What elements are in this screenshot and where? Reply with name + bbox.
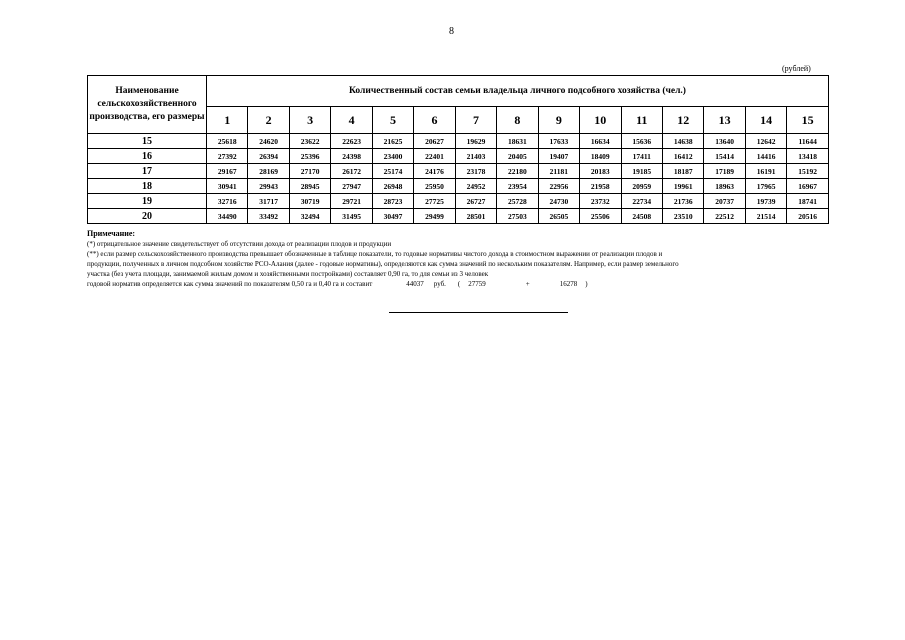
table-cell: 23400: [372, 149, 413, 164]
row-size-label: 18: [88, 179, 207, 194]
table-cell: 26394: [248, 149, 289, 164]
table-cell: 24620: [248, 134, 289, 149]
table-cell: 22956: [538, 179, 579, 194]
table-cell: 30497: [372, 209, 413, 224]
table-cell: 22734: [621, 194, 662, 209]
table-cell: 23622: [289, 134, 330, 149]
table-cell: 27392: [207, 149, 248, 164]
table-cell: 15414: [704, 149, 745, 164]
table-cell: 18963: [704, 179, 745, 194]
table-cell: 23178: [455, 164, 496, 179]
column-number-header: 11: [621, 107, 662, 134]
table-cell: 24952: [455, 179, 496, 194]
table-row: [88, 209, 829, 224]
separator-line: [389, 312, 568, 313]
table-cell: 19739: [745, 194, 786, 209]
table-cell: 27947: [331, 179, 372, 194]
row-size-label: 15: [88, 134, 207, 149]
table-cell: 24398: [331, 149, 372, 164]
table-cell: 32494: [289, 209, 330, 224]
table-cell: 25728: [497, 194, 538, 209]
notes-title: Примечание:: [87, 229, 136, 238]
currency-note: (рублей): [782, 64, 811, 73]
table-cell: 11644: [787, 134, 829, 149]
column-number-header: 8: [497, 107, 538, 134]
table-cell: 26172: [331, 164, 372, 179]
note-2-part-2: 16278: [559, 280, 578, 288]
table-cell: 26948: [372, 179, 413, 194]
table-cell: 15192: [787, 164, 829, 179]
table-cell: 21958: [580, 179, 621, 194]
table-row: [88, 149, 829, 164]
table-row: [88, 179, 829, 194]
norms-table: [87, 75, 829, 224]
table-cell: 25618: [207, 134, 248, 149]
table-cell: 21181: [538, 164, 579, 179]
table-cell: 16634: [580, 134, 621, 149]
note-2-line-2: продукции, полученных в личном подсобном хозяйстве РСО-Алания (далее - годовые нормативы), определяются как сумма значений по нескольким показателям. Например, если размер земельного: [87, 260, 679, 268]
table-cell: 17965: [745, 179, 786, 194]
note-2-line-4: [87, 279, 837, 289]
row-size-label: 19: [88, 194, 207, 209]
column-number-header: 10: [580, 107, 621, 134]
table-cell: 27725: [414, 194, 455, 209]
column-number-header: 1: [207, 107, 248, 134]
table-cell: 28501: [455, 209, 496, 224]
table-cell: 16191: [745, 164, 786, 179]
table-cell: 20737: [704, 194, 745, 209]
table-cell: 19961: [662, 179, 703, 194]
table-cell: 32716: [207, 194, 248, 209]
name-column-header: Наименование сельскохозяйственного производства, его размеры: [88, 76, 207, 134]
table-cell: 21514: [745, 209, 786, 224]
note-2-paren-close: ): [585, 280, 588, 288]
family-size-group-header: Количественный состав семьи владельца личного подсобного хозяйства (чел.): [207, 76, 829, 107]
table-cell: 20405: [497, 149, 538, 164]
table-cell: 22180: [497, 164, 538, 179]
table-cell: 22512: [704, 209, 745, 224]
column-number-header: 6: [414, 107, 455, 134]
table-cell: 20183: [580, 164, 621, 179]
column-number-header: 13: [704, 107, 745, 134]
table-cell: 21736: [662, 194, 703, 209]
table-cell: 25506: [580, 209, 621, 224]
note-2-part-1: 27759: [468, 280, 486, 288]
table-cell: 14416: [745, 149, 786, 164]
column-number-header: 9: [538, 107, 579, 134]
table-cell: 13640: [704, 134, 745, 149]
note-2-paren-open: (: [457, 280, 461, 288]
table-row: [88, 194, 829, 209]
table-cell: 29499: [414, 209, 455, 224]
table-cell: 22623: [331, 134, 372, 149]
table-cell: 29167: [207, 164, 248, 179]
column-number-header: 2: [248, 107, 289, 134]
table-cell: 29943: [248, 179, 289, 194]
column-number-header: 4: [331, 107, 372, 134]
table-cell: 18187: [662, 164, 703, 179]
note-2-plus: +: [525, 280, 530, 288]
table-cell: 18741: [787, 194, 829, 209]
table-cell: 31717: [248, 194, 289, 209]
note-2-line-4-text: годовой норматив определяется как сумма значений по показателям 0,50 га и 0,40 га и составит: [87, 280, 373, 288]
table-cell: 25396: [289, 149, 330, 164]
table-cell: 24730: [538, 194, 579, 209]
table-row: [88, 164, 829, 179]
table-cell: 20959: [621, 179, 662, 194]
table-cell: 19407: [538, 149, 579, 164]
table-cell: 13418: [787, 149, 829, 164]
table-cell: 27503: [497, 209, 538, 224]
column-number-header: 5: [372, 107, 413, 134]
table-cell: 14638: [662, 134, 703, 149]
table-cell: 16412: [662, 149, 703, 164]
table-cell: 23510: [662, 209, 703, 224]
row-size-label: 20: [88, 209, 207, 224]
notes-block: [87, 229, 837, 289]
table-cell: 24508: [621, 209, 662, 224]
column-number-header: 14: [745, 107, 786, 134]
table-cell: 26505: [538, 209, 579, 224]
table-cell: 25950: [414, 179, 455, 194]
table-cell: 17189: [704, 164, 745, 179]
row-size-label: 16: [88, 149, 207, 164]
table-cell: 17633: [538, 134, 579, 149]
table-cell: 31495: [331, 209, 372, 224]
table-cell: 26727: [455, 194, 496, 209]
column-number-header: 15: [787, 107, 829, 134]
table-cell: 28723: [372, 194, 413, 209]
table-cell: 20516: [787, 209, 829, 224]
table-cell: 22401: [414, 149, 455, 164]
table-cell: 28169: [248, 164, 289, 179]
note-2-line-1: (**) если размер сельскохозяйственного производства превышает обозначенные в таблице показатели, то годовые нормативы чистого дохода в стоимостном выражении от реализации плодов и: [87, 250, 663, 258]
table-cell: 12642: [745, 134, 786, 149]
note-2-unit: руб.: [433, 280, 446, 288]
table-cell: 17411: [621, 149, 662, 164]
note-2-line-3: участка (без учета площади, занимаемой жилым домом и хозяйственными постройками) составляет 0,90 га, то для семьи из 3 человек: [87, 270, 489, 278]
row-size-label: 17: [88, 164, 207, 179]
column-number-header: 7: [455, 107, 496, 134]
note-1: (*) отрицательное значение свидетельствует об отсутствии дохода от реализации плодов и продукции: [87, 240, 392, 248]
table-cell: 16967: [787, 179, 829, 194]
table-cell: 18631: [497, 134, 538, 149]
table-cell: 19185: [621, 164, 662, 179]
note-2-total-value: 44037: [406, 280, 424, 288]
table-cell: 25174: [372, 164, 413, 179]
page-number: 8: [449, 26, 454, 37]
table-cell: 18409: [580, 149, 621, 164]
table-cell: 29721: [331, 194, 372, 209]
table-cell: 15636: [621, 134, 662, 149]
column-number-header: 3: [289, 107, 330, 134]
table-body: [88, 134, 829, 224]
table-cell: 27170: [289, 164, 330, 179]
table-cell: 21403: [455, 149, 496, 164]
table-cell: 30719: [289, 194, 330, 209]
table-cell: 23732: [580, 194, 621, 209]
table-cell: 28945: [289, 179, 330, 194]
table-cell: 23954: [497, 179, 538, 194]
table-cell: 34490: [207, 209, 248, 224]
column-number-header: 12: [662, 107, 703, 134]
table-row: [88, 134, 829, 149]
table-cell: 19629: [455, 134, 496, 149]
table-cell: 30941: [207, 179, 248, 194]
table-cell: 33492: [248, 209, 289, 224]
table-cell: 20627: [414, 134, 455, 149]
table-cell: 24176: [414, 164, 455, 179]
table-cell: 21625: [372, 134, 413, 149]
